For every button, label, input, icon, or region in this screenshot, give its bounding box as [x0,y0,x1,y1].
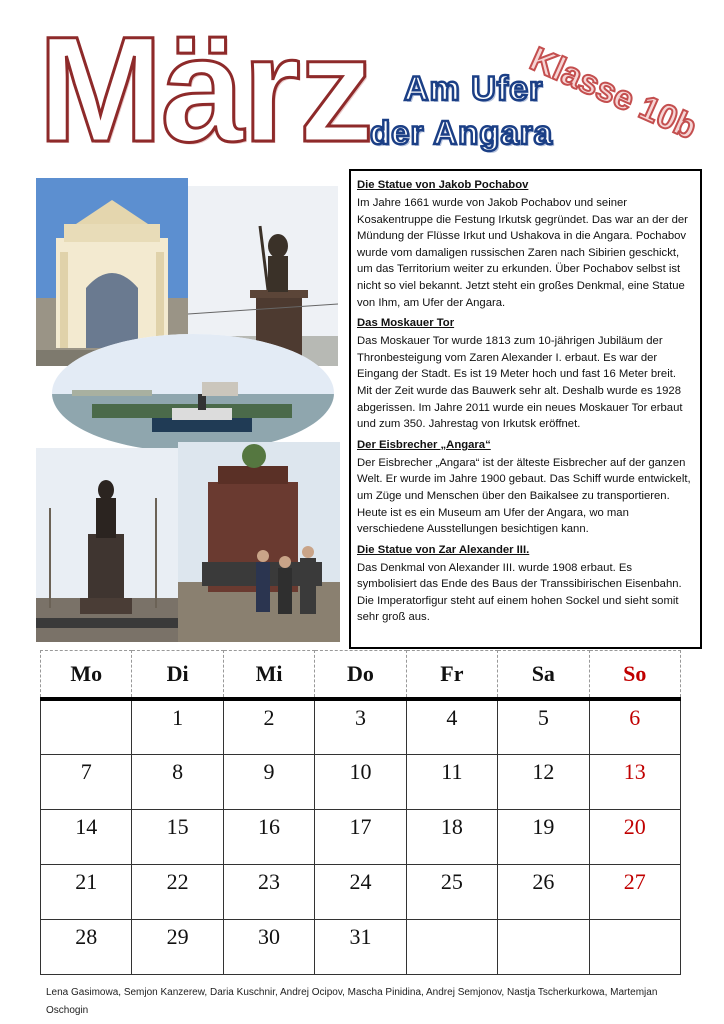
day-cell: 7 [41,754,132,809]
day-cell [41,699,132,754]
day-cell: 12 [498,754,589,809]
weekday-header-row [41,651,681,700]
calendar-week-row [41,864,681,919]
month-title: März [38,5,372,173]
day-cell: 18 [406,809,497,864]
day-cell-sunday: 6 [589,699,680,754]
day-cell: 9 [223,754,314,809]
day-cell [498,919,589,974]
day-cell: 23 [223,864,314,919]
day-cell: 17 [315,809,406,864]
day-cell: 11 [406,754,497,809]
day-cell: 26 [498,864,589,919]
calendar-week-row [41,699,681,754]
day-cell: 8 [132,754,223,809]
day-cell: 1 [132,699,223,754]
article-heading: Das Moskauer Tor [357,317,455,330]
weekday-sa: Sa [498,651,589,700]
article-heading: Die Statue von Zar Alexander III. [357,543,530,556]
weekday-fr: Fr [406,651,497,700]
day-cell: 16 [223,809,314,864]
article-text: Das Denkmal von Alexander III. wurde 1908 erbaut. Es symbolisiert das Ende des Baus der Transsibirischen Eisenbahn. Die Imperatorfigur steht auf einem hohen Sockel und sieht somit sehr groß aus. [357,561,682,624]
calendar-grid [40,650,681,975]
subtitle-line-1: Am Ufer [404,70,544,108]
weekday-do: Do [315,651,406,700]
article-heading: Der Eisbrecher „Angara“ [357,438,491,451]
day-cell: 3 [315,699,406,754]
icebreaker-angara-photo [52,334,334,452]
subtitle-line-2: der Angara [370,114,553,151]
info-box [349,169,702,649]
article-text: Im Jahre 1661 wurde von Jakob Pochabov und seiner Kosakentruppe die Festung Irkutsk gegründet. Das war an der der Mündung der Flüsse Irkut und Ushakova in die Angara. Pochabov wurde vom damaligen russischen Zaren nach Sibirien geschickt, um das Territorium weiter zu erkunden. Über Pochabov selbst ist nicht so viel bekannt. Jetzt steht ein großes Denkmal, eine Statue von Ihm, am Ufer der Angara. [357,197,688,309]
day-cell-sunday: 27 [589,864,680,919]
day-cell: 4 [406,699,497,754]
day-cell: 28 [41,919,132,974]
day-cell-sunday: 13 [589,754,680,809]
article-text: Der Eisbrecher „Angara“ ist der älteste Eisbrecher auf der ganzen Welt. Er wurde im Jahre 1900 gebaut. Das Schiff wurde entwickelt, um Züge und Menschen über den Baikalsee zu transportieren. Heute ist es ein Museum am Ufer der Angara, wo man verschiedene Ausstellungen besichtigen kann. [357,456,691,536]
article-text: Das Moskauer Tor wurde 1813 zum 10-jährigen Jubiläum der Thronbesteigung vom Zaren Alexander I. erbaut. Es war der Eingang der Stadt. Es ist 19 Meter hoch und fast 16 Meter breit. Mit der Zeit wurde das Bauwerk sehr alt. Deshalb wurde es 1928 abgerissen. Im Jahre 2011 wurde ein neues Moskauer Tor erbaut und zum 350. Jahrestag von Irkutsk eröffnet. [357,335,683,431]
alexander-statue-photo [36,448,182,642]
day-cell: 15 [132,809,223,864]
weekday-mo: Mo [41,651,132,700]
photo-collage [36,176,340,644]
day-cell: 31 [315,919,406,974]
day-cell: 24 [315,864,406,919]
weekday-so: So [589,651,680,700]
day-cell: 21 [41,864,132,919]
weekday-mi: Mi [223,651,314,700]
day-cell: 5 [498,699,589,754]
calendar-week-row [41,919,681,974]
weekday-di: Di [132,651,223,700]
students-monument-photo [178,442,340,642]
day-cell: 2 [223,699,314,754]
class-label: Klasse 10b [524,40,703,147]
day-cell: 30 [223,919,314,974]
article-heading: Die Statue von Jakob Pochabov [357,179,529,191]
day-cell-sunday: 20 [589,809,680,864]
day-cell: 22 [132,864,223,919]
day-cell: 29 [132,919,223,974]
calendar-week-row [41,754,681,809]
calendar-week-row [41,809,681,864]
day-cell [406,919,497,974]
day-cell-sunday [589,919,680,974]
day-cell: 25 [406,864,497,919]
day-cell: 10 [315,754,406,809]
authors-footer: Lena Gasimowa, Semjon Kanzerew, Daria Kuschnir, Andrej Ocipov, Mascha Pinidina, Andrej Semjonov, Nastja Tscherkurkowa, Martemjan Oschogin [46,987,658,1016]
day-cell: 19 [498,809,589,864]
day-cell: 14 [41,809,132,864]
